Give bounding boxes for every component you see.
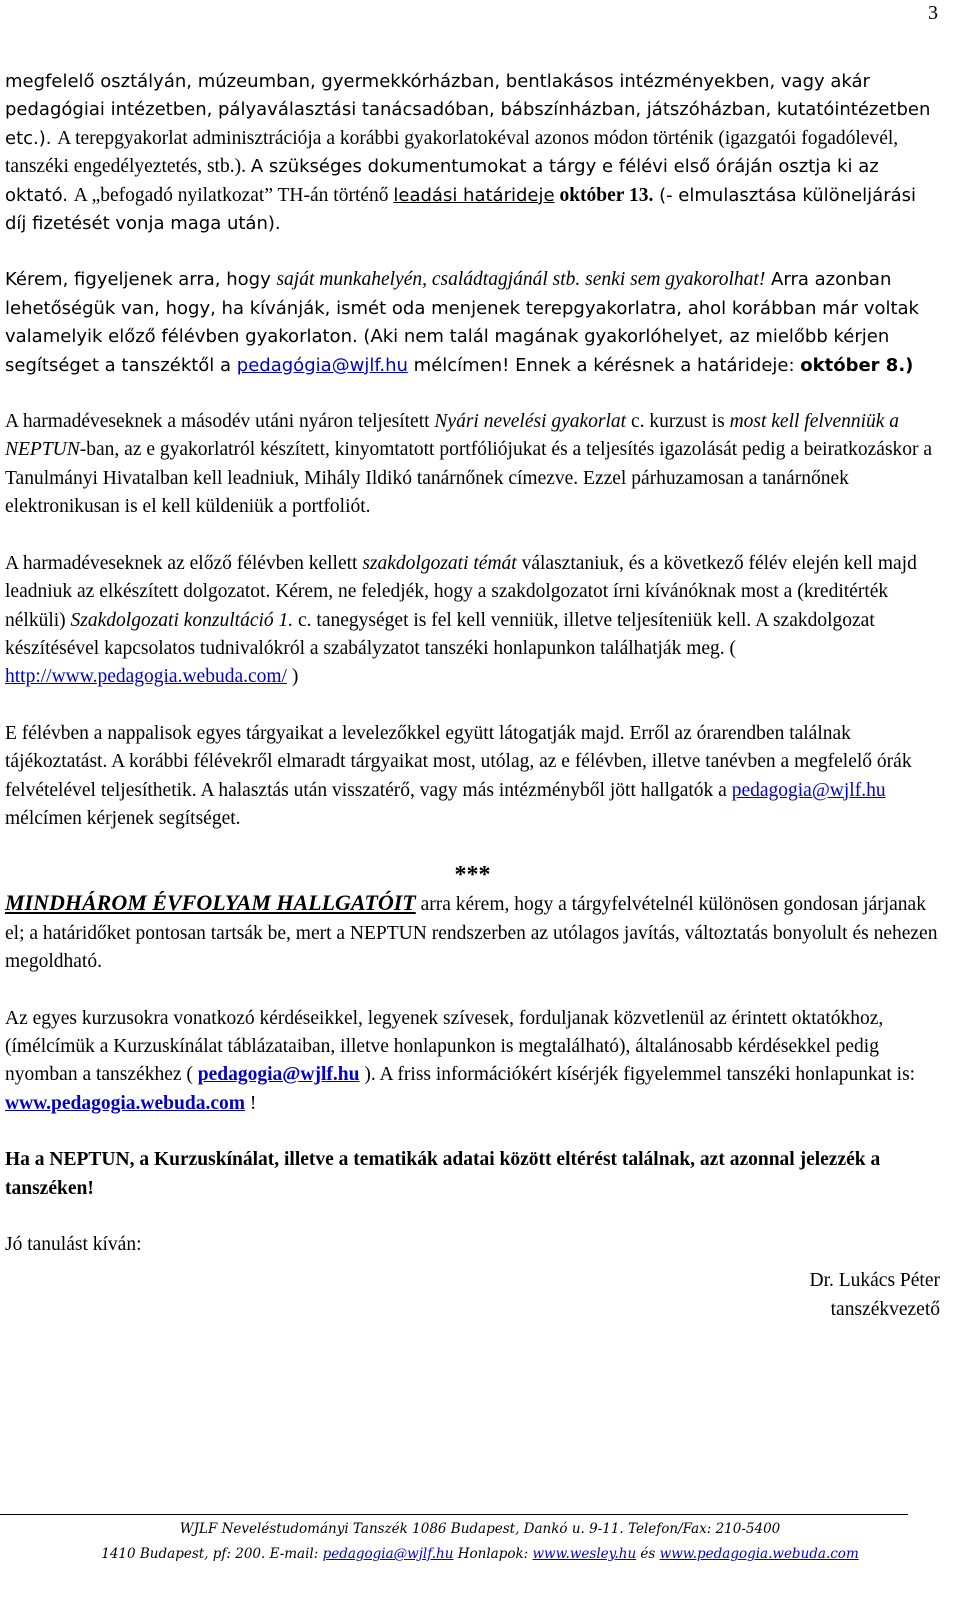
footer-email-link[interactable]: pedagogia@wjlf.hu — [322, 1546, 454, 1562]
summer-body: -ban, az e gyakorlatról készített, kinyomtatott portfóliójukat és a teljesítés igazolását pedig a beiratkozáskor a Tanulmányi Hivatalban kell leadniuk, Mihály Ildikó tanárnőnek címezve. Ezzel párhuzamosan a tanárnőnek elektronikusan is el kell küldeniük a portfoliót. — [5, 439, 933, 518]
contact-body: Az egyes kurzusokra vonatkozó kérdéseikkel, legyenek szívesek, forduljanak közvetlenül az érintett oktatókhoz, (ímélcímük a Kurzuskínálat táblázataiban, illetve honlapunkon is megtalálható), általánosabb kérdésekkel pedig nyomban a tanszékhez ( — [5, 1007, 884, 1086]
closing-line: Jó tanulást kíván: — [5, 1234, 142, 1255]
thesis-consultation: Szakdolgozati konzultáció 1. — [70, 609, 294, 631]
paragraph-warning — [5, 1146, 940, 1203]
thesis-topic: szakdolgozati témát — [362, 552, 517, 574]
footer-address: WJLF Neveléstudományi Tanszék 1086 Budapest, Dankó u. 9-11. Telefon/Fax: 210-5400 — [179, 1521, 781, 1537]
fieldwork-admin: A terepgyakorlat adminisztrációja a korábbi gyakorlatokéval azonos módon történik (igazgatói fogadólevél, tanszéki engedélyeztetés, stb.). — [5, 127, 899, 178]
summer-neptun: most kell felvenniük a NEPTUN — [5, 411, 900, 461]
contact-mid: ). A friss információkért kísérjék figyelemmel tanszéki honlapunkat is: — [359, 1064, 916, 1086]
footer-site-wesley[interactable]: www.wesley.hu — [532, 1546, 637, 1562]
paragraph-workplace — [5, 266, 940, 380]
summer-mid: c. kurzust is — [626, 411, 730, 433]
summer-course-name: Nyári nevelési gyakorlat — [434, 411, 627, 433]
footer-email-label: 1410 Budapest, pf: 200. E-mail: — [101, 1546, 323, 1562]
footer-divider — [0, 1514, 908, 1515]
paragraph-thesis — [5, 550, 940, 692]
signature-block — [5, 1267, 940, 1324]
signature-title: tanszékvezető — [830, 1298, 940, 1320]
contact-end: ! — [244, 1092, 257, 1114]
all-years-body: arra kérem, hogy a tárgyfelvételnél különösen gondosan járjanak el; a határidőket pontosan tartsák be, mert a NEPTUN rendszerben az utólagos javítás, változtatás bonyolult és nehezen megoldható. — [5, 894, 938, 973]
paragraph-semester — [5, 720, 940, 834]
signature-name: Dr. Lukács Péter — [809, 1270, 940, 1292]
thesis-intro: A harmadéveseknek az előző félévben kellett — [5, 552, 363, 574]
fieldwork-docs: A szükséges dokumentumokat a tárgy e félévi első óráján osztja ki az oktató. — [5, 156, 879, 206]
footer-site-pedagogia[interactable]: www.pedagogia.webuda.com — [659, 1546, 859, 1562]
thesis-body-2: c. tanegységet is fel kell venniük, illetve teljesíteniük kell. A szakdolgozat készítésével kapcsolatos tudnivalókról a szabályzatot tanszéki honlapunkon találhatják meg. ( — [5, 609, 875, 659]
deadline-label: leadási határideje — [393, 184, 555, 206]
all-years-heading: MINDHÁROM ÉVFOLYAM HALLGATÓIT — [5, 890, 416, 916]
workplace-warning: saját munkahelyén, családtagjánál stb. senki sem gyakorolhat! — [276, 269, 766, 291]
workplace-deadline-text: mélcímen! Ennek a kérésnek a határideje: — [407, 354, 801, 376]
paragraph-contact — [5, 1005, 940, 1119]
workplace-deadline: október 8.) — [800, 354, 914, 376]
thesis-end: ) — [286, 666, 299, 688]
summer-intro: A harmadéveseknek a másodév utáni nyáron teljesített — [5, 411, 435, 433]
section-divider-stars: *** — [454, 862, 491, 889]
fieldwork-statement: A „befogadó nyilatkozat” TH-án történő — [73, 184, 394, 206]
homepage-link[interactable]: www.pedagogia.webuda.com — [5, 1092, 245, 1114]
paragraph-summer-practice — [5, 408, 940, 522]
paragraph-fieldwork — [5, 68, 940, 238]
deadline-penalty: (- elmulasztása különeljárási díj fizetését vonja maga után). — [5, 184, 917, 235]
page-footer — [0, 1517, 960, 1567]
document-body — [5, 68, 940, 1324]
email-link-pedagogia[interactable]: pedagogia@wjlf.hu — [731, 779, 886, 801]
footer-sites-label: Honlapok: — [453, 1546, 533, 1562]
page-number: 3 — [928, 2, 938, 24]
email-link-pedagogia-accent[interactable]: pedagógia@wjlf.hu — [236, 354, 408, 376]
workplace-intro: Kérem, figyeljenek arra, hogy — [5, 269, 277, 291]
neptun-warning: Ha a NEPTUN, a Kurzuskínálat, illetve a tematikák adatai között eltérést találnak, azt azonnal jelezzék a tanszéken! — [5, 1149, 881, 1199]
semester-end: mélcímen kérjenek segítséget. — [5, 807, 241, 829]
footer-and: és — [636, 1546, 660, 1562]
fieldwork-intro: megfelelő osztályán, múzeumban, gyermekkórházban, bentlakásos intézményekben, vagy akár pedagógiai intézetben, pályaválasztási tanácsadóban, bábszínházban, játszóházban, kutatóintézetben etc.). — [5, 71, 931, 149]
website-link[interactable]: http://www.pedagogia.webuda.com/ — [5, 666, 287, 688]
thesis-body: választaniuk, és a következő félév elején kell majd leadniuk az elkészített dolgozatot. Kérem, ne feledjék, hogy a szakdolgozatot írni kívánóknak most a (kreditérték nélküli) — [5, 552, 917, 631]
email-link-department[interactable]: pedagogia@wjlf.hu — [197, 1064, 360, 1086]
deadline-date: október 13. — [559, 184, 654, 206]
semester-body: E félévben a nappalisok egyes tárgyaikat a levelezőkkel együtt látogatják majd. Erről az órarendben találnak tájékoztatást. A korábbi félévekről elmaradt tárgyaikat most, utólag, az e félévben, illetve tanévben a megfelelő órák felvételével teljesíthetik. A halasztás után visszatérő, vagy más intézményből jött hallgatók a — [5, 722, 912, 801]
paragraph-all-years — [5, 889, 940, 976]
footer-contacts — [0, 1542, 960, 1567]
workplace-body: Arra azonban lehetőségük van, hogy, ha kívánják, ismét oda menjenek terepgyakorlatra, ahol korábban már voltak valamelyik előző félévben gyakorlaton. (Aki nem talál magának gyakorlóhelyet, az mielőbb kérjen segítséget a tanszéktől a — [5, 269, 919, 376]
